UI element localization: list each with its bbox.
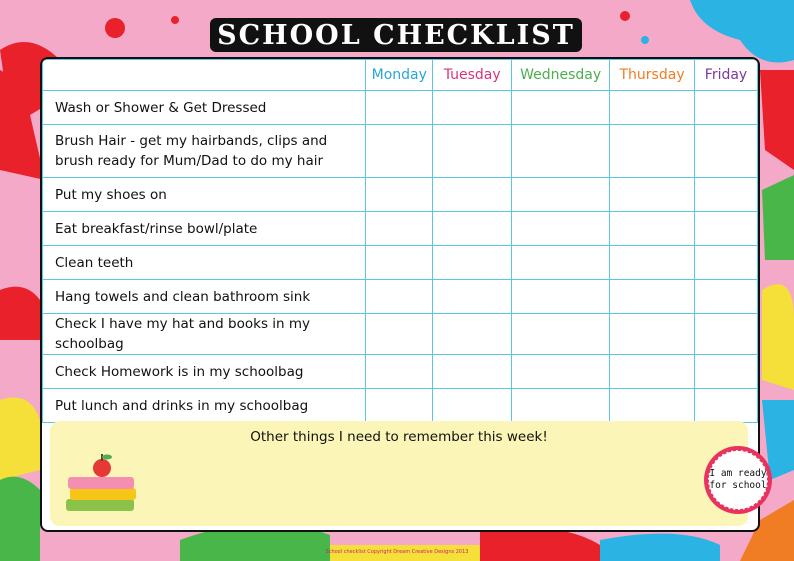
day-header-row xyxy=(43,60,758,91)
checklist-card xyxy=(40,57,760,532)
check-cell[interactable] xyxy=(610,389,695,423)
check-cell[interactable] xyxy=(366,355,433,389)
check-cell[interactable] xyxy=(433,91,512,125)
check-cell[interactable] xyxy=(695,91,758,125)
task-row xyxy=(43,389,758,423)
check-cell[interactable] xyxy=(512,212,610,246)
check-cell[interactable] xyxy=(433,178,512,212)
check-cell[interactable] xyxy=(366,246,433,280)
check-cell[interactable] xyxy=(433,246,512,280)
check-cell[interactable] xyxy=(512,389,610,423)
ready-for-school-stamp xyxy=(704,446,772,514)
task-label: Put my shoes on xyxy=(43,178,366,212)
title-banner xyxy=(210,18,582,52)
task-row xyxy=(43,314,758,355)
check-cell[interactable] xyxy=(610,212,695,246)
task-row xyxy=(43,125,758,178)
notes-title: Other things I need to remember this week! xyxy=(250,429,548,445)
check-cell[interactable] xyxy=(610,178,695,212)
day-header-wednesday: Wednesday xyxy=(512,60,610,91)
check-cell[interactable] xyxy=(512,314,610,355)
check-cell[interactable] xyxy=(433,355,512,389)
day-header-thursday: Thursday xyxy=(610,60,695,91)
task-label: Hang towels and clean bathroom sink xyxy=(43,280,366,314)
task-row xyxy=(43,91,758,125)
check-cell[interactable] xyxy=(366,125,433,178)
task-label: Check I have my hat and books in my schoolbag xyxy=(43,314,366,355)
check-cell[interactable] xyxy=(695,355,758,389)
check-cell[interactable] xyxy=(610,280,695,314)
task-column-header xyxy=(43,60,366,91)
check-cell[interactable] xyxy=(695,280,758,314)
check-cell[interactable] xyxy=(512,91,610,125)
check-cell[interactable] xyxy=(512,125,610,178)
check-cell[interactable] xyxy=(366,314,433,355)
day-header-friday: Friday xyxy=(695,60,758,91)
task-label: Wash or Shower & Get Dressed xyxy=(43,91,366,125)
apple-books-icon xyxy=(62,449,142,519)
check-cell[interactable] xyxy=(512,246,610,280)
task-row xyxy=(43,178,758,212)
check-cell[interactable] xyxy=(512,178,610,212)
check-cell[interactable] xyxy=(610,355,695,389)
task-label: Check Homework is in my schoolbag xyxy=(43,355,366,389)
check-cell[interactable] xyxy=(512,280,610,314)
check-cell[interactable] xyxy=(366,280,433,314)
task-label: Clean teeth xyxy=(43,246,366,280)
task-row xyxy=(43,246,758,280)
check-cell[interactable] xyxy=(695,246,758,280)
day-header-tuesday: Tuesday xyxy=(433,60,512,91)
stamp-text: I am ready for school xyxy=(708,450,768,510)
task-label: Brush Hair - get my hairbands, clips and brush ready for Mum/Dad to do my hair xyxy=(43,125,366,178)
task-row xyxy=(43,355,758,389)
check-cell[interactable] xyxy=(433,212,512,246)
check-cell[interactable] xyxy=(695,314,758,355)
check-cell[interactable] xyxy=(610,314,695,355)
task-row xyxy=(43,212,758,246)
check-cell[interactable] xyxy=(366,91,433,125)
notes-area[interactable] xyxy=(50,421,748,526)
page-title: SCHOOL CHECKLIST xyxy=(217,19,575,51)
checklist-table xyxy=(42,59,758,423)
copyright-footer: School checklist Copyright Dream Creative Designs 2013 xyxy=(325,549,469,555)
check-cell[interactable] xyxy=(695,125,758,178)
task-label: Put lunch and drinks in my schoolbag xyxy=(43,389,366,423)
check-cell[interactable] xyxy=(695,389,758,423)
check-cell[interactable] xyxy=(433,125,512,178)
check-cell[interactable] xyxy=(433,314,512,355)
task-label: Eat breakfast/rinse bowl/plate xyxy=(43,212,366,246)
check-cell[interactable] xyxy=(610,125,695,178)
check-cell[interactable] xyxy=(695,178,758,212)
check-cell[interactable] xyxy=(433,280,512,314)
check-cell[interactable] xyxy=(366,389,433,423)
task-row xyxy=(43,280,758,314)
check-cell[interactable] xyxy=(695,212,758,246)
check-cell[interactable] xyxy=(610,246,695,280)
check-cell[interactable] xyxy=(366,178,433,212)
check-cell[interactable] xyxy=(610,91,695,125)
check-cell[interactable] xyxy=(512,355,610,389)
check-cell[interactable] xyxy=(366,212,433,246)
day-header-monday: Monday xyxy=(366,60,433,91)
check-cell[interactable] xyxy=(433,389,512,423)
